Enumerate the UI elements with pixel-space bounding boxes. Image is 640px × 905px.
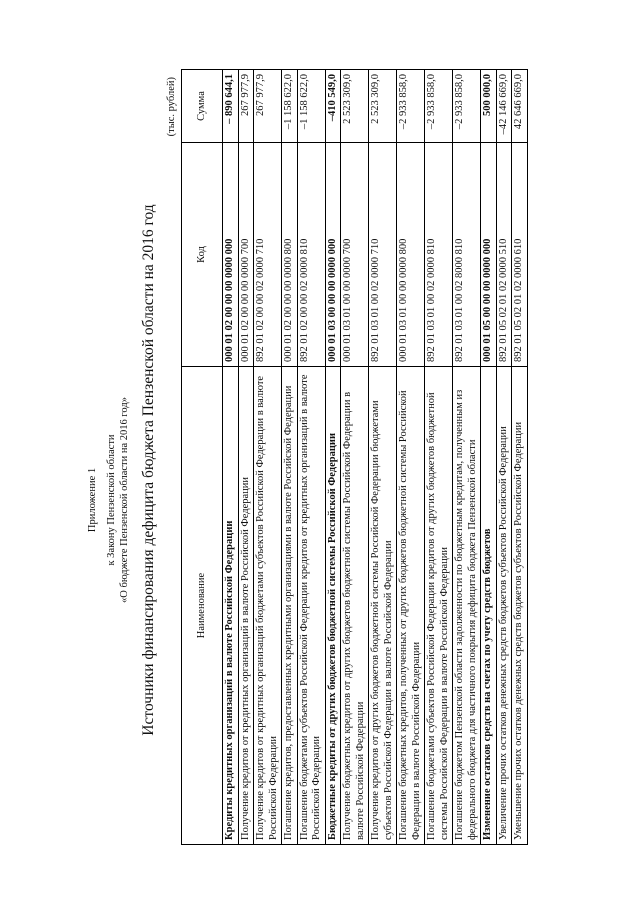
column-header-name: Наименование <box>182 367 223 845</box>
cell-name: Увеличение прочих остатков денежных средств бюджетов субъектов Российской Федерации <box>496 367 512 845</box>
unit-label: (тыс. рублей) <box>166 77 177 137</box>
cell-name: Погашение бюджетом Пензенской области задолженности по бюджетным кредитам, полученным из федерального бюджета для частичного покрытия дефицита бюджета Пензенской области <box>453 367 481 845</box>
cell-code: 000 01 02 00 00 00 0000 700 <box>238 143 254 367</box>
cell-amount: 267 977,9 <box>254 70 282 143</box>
table-row <box>512 70 528 845</box>
cell-name: Получение кредитов от кредитных организаций в валюте Российской Федерации <box>238 367 254 845</box>
cell-amount: 42 646 669,0 <box>512 70 528 143</box>
cell-amount: –2 933 858,0 <box>397 70 425 143</box>
cell-name: Погашение бюджетами субъектов Российской Федерации кредитов от других бюджетов бюджетной системы Российской Федерации в валюте Российской Федерации <box>425 367 453 845</box>
cell-amount: 500 000,0 <box>481 70 497 143</box>
table-row <box>297 70 325 845</box>
cell-name: Получение кредитов от кредитных организаций бюджетами субъектов Российской Федерации в валюте Российской Федерации <box>254 367 282 845</box>
financing-sources-table <box>181 69 528 845</box>
cell-code: 000 01 05 00 00 00 0000 000 <box>481 143 497 367</box>
cell-name: Изменение остатков средств на счетах по учету средств бюджетов <box>481 367 497 845</box>
cell-name: Погашение кредитов, предоставленных кредитными организациями в валюте Российской Федерации <box>282 367 298 845</box>
cell-amount: – 890 644,1 <box>223 70 239 143</box>
cell-code: 892 01 03 01 00 02 0000 810 <box>425 143 453 367</box>
cell-amount: –1 158 622,0 <box>282 70 298 143</box>
document-title: Источники финансирования дефицита бюджета Пензенской области на 2016 год <box>140 204 157 736</box>
cell-code: 000 01 02 00 00 00 0000 000 <box>223 143 239 367</box>
cell-name: Получение бюджетных кредитов от других бюджетов бюджетной системы Российской Федерации в валюте Российской Федерации <box>341 367 369 845</box>
law-reference-line-2: «О бюджете Пензенской области на 2016 год» <box>119 397 130 603</box>
cell-amount: –1 158 622,0 <box>297 70 325 143</box>
appendix-label: Приложение 1 <box>87 467 98 533</box>
cell-name: Кредиты кредитных организаций в валюте Российской Федерации <box>223 367 239 845</box>
table-row <box>369 70 397 845</box>
cell-name: Погашение бюджетных кредитов, полученных от других бюджетов бюджетной системы Российской Федерации в валюте Российской Федерации <box>397 367 425 845</box>
cell-amount: –410 549,0 <box>325 70 341 143</box>
cell-code: 892 01 05 02 01 02 0000 610 <box>512 143 528 367</box>
column-header-amount: Сумма <box>182 70 223 143</box>
cell-code: 892 01 02 00 00 02 0000 710 <box>254 143 282 367</box>
cell-name: Бюджетные кредиты от других бюджетов бюджетной системы Российской Федерации <box>325 367 341 845</box>
table-row <box>325 70 341 845</box>
cell-code: 892 01 03 01 00 02 8000 810 <box>453 143 481 367</box>
cell-code: 892 01 02 00 00 02 0000 810 <box>297 143 325 367</box>
cell-code: 892 01 05 02 01 02 0000 510 <box>496 143 512 367</box>
cell-amount: 267 977,9 <box>238 70 254 143</box>
table-row <box>238 70 254 845</box>
cell-amount: 2 523 309,0 <box>341 70 369 143</box>
cell-name: Получение кредитов от других бюджетов бюджетной системы Российской Федерации бюджетами субъектов Российской Федерации в валюте Российской Федерации <box>369 367 397 845</box>
cell-code: 000 01 03 00 00 00 0000 000 <box>325 143 341 367</box>
cell-name: Погашение бюджетами субъектов Российской Федерации кредитов от кредитных организаций в валюте Российской Федерации <box>297 367 325 845</box>
table-row <box>341 70 369 845</box>
table-row <box>254 70 282 845</box>
table-row <box>223 70 239 845</box>
cell-amount: 2 523 309,0 <box>369 70 397 143</box>
cell-amount: –2 933 858,0 <box>453 70 481 143</box>
table-header-row <box>182 70 223 845</box>
table-row <box>453 70 481 845</box>
cell-code: 000 01 03 01 00 00 0000 700 <box>341 143 369 367</box>
table-row <box>425 70 453 845</box>
cell-code: 000 01 02 00 00 00 0000 800 <box>282 143 298 367</box>
table-body <box>223 70 528 845</box>
cell-name: Уменьшение прочих остатков денежных средств бюджетов субъектов Российской Федерации <box>512 367 528 845</box>
table-row <box>282 70 298 845</box>
table-row <box>481 70 497 845</box>
cell-amount: –42 146 669,0 <box>496 70 512 143</box>
table-row <box>397 70 425 845</box>
column-header-code: Код <box>182 143 223 367</box>
cell-amount: –2 933 858,0 <box>425 70 453 143</box>
cell-code: 892 01 03 01 00 02 0000 710 <box>369 143 397 367</box>
law-reference-line-1: к Закону Пензенской области <box>106 434 117 566</box>
cell-code: 000 01 03 01 00 00 0000 800 <box>397 143 425 367</box>
table-row <box>496 70 512 845</box>
